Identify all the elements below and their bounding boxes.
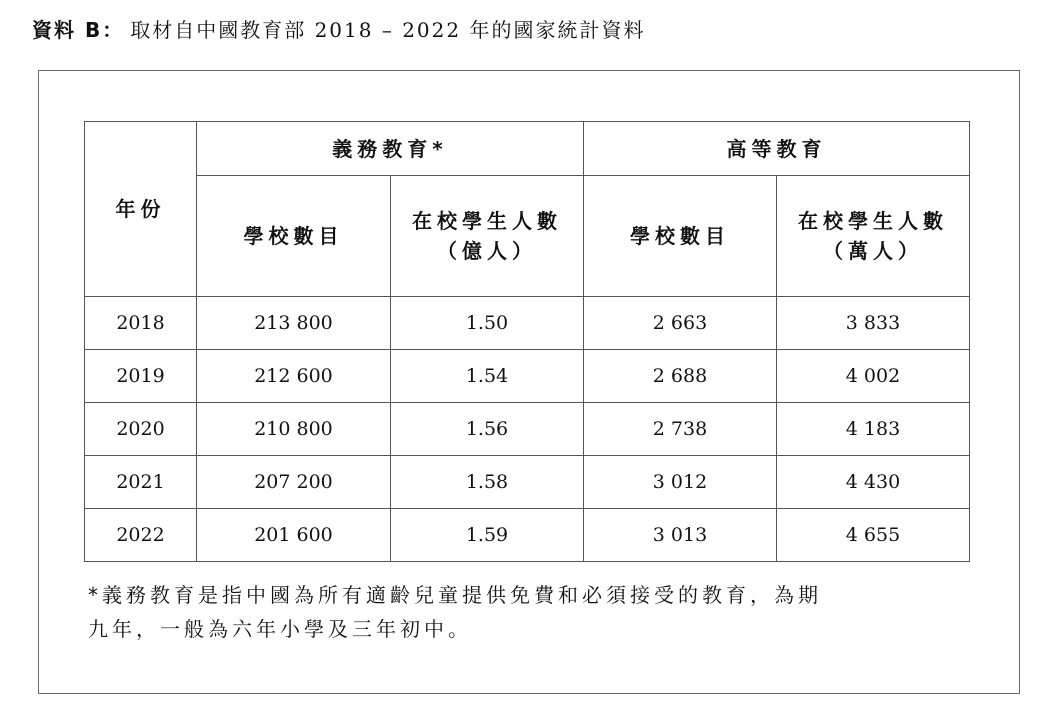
compulsory-schools-cell: 212 600 — [197, 350, 391, 403]
higher-schools-header: 學校數目 — [584, 176, 777, 297]
table-row — [85, 403, 970, 456]
compulsory-schools-cell: 210 800 — [197, 403, 391, 456]
compulsory-education-header: 義務教育* — [197, 122, 584, 176]
compulsory-schools-cell: 207 200 — [197, 456, 391, 509]
compulsory-schools-header: 學校數目 — [197, 176, 391, 297]
source-label: 資料 B： — [32, 18, 125, 42]
compulsory-students-cell: 1.59 — [391, 509, 584, 562]
compulsory-students-header: 在校學生人數 （億人） — [391, 176, 584, 297]
higher-education-header: 高等教育 — [584, 122, 970, 176]
footnote-line: *義務教育是指中國為所有適齡兒童提供免費和必須接受的教育，為期 — [88, 583, 822, 607]
source-text: 取材自中國教育部 2018 – 2022 年的國家統計資料 — [130, 18, 646, 42]
higher-schools-cell: 2 663 — [584, 297, 777, 350]
table-row — [85, 509, 970, 562]
higher-schools-cell: 3 012 — [584, 456, 777, 509]
compulsory-students-cell: 1.54 — [391, 350, 584, 403]
higher-students-cell: 4 002 — [777, 350, 970, 403]
year-cell: 2022 — [85, 509, 197, 562]
higher-students-cell: 3 833 — [777, 297, 970, 350]
higher-students-cell: 4 430 — [777, 456, 970, 509]
compulsory-students-cell: 1.56 — [391, 403, 584, 456]
year-cell: 2019 — [85, 350, 197, 403]
higher-students-cell: 4 183 — [777, 403, 970, 456]
higher-schools-cell: 2 688 — [584, 350, 777, 403]
year-cell: 2018 — [85, 297, 197, 350]
higher-students-header: 在校學生人數 （萬人） — [777, 176, 970, 297]
higher-schools-cell: 3 013 — [584, 509, 777, 562]
year-cell: 2021 — [85, 456, 197, 509]
year-cell: 2020 — [85, 403, 197, 456]
compulsory-schools-cell: 213 800 — [197, 297, 391, 350]
statistics-table — [84, 121, 970, 562]
table-row — [85, 456, 970, 509]
compulsory-students-cell: 1.58 — [391, 456, 584, 509]
compulsory-students-cell: 1.50 — [391, 297, 584, 350]
footnote-line: 九年，一般為六年小學及三年初中。 — [88, 617, 472, 641]
higher-students-cell: 4 655 — [777, 509, 970, 562]
table-row — [85, 297, 970, 350]
table-row — [85, 350, 970, 403]
footnote — [88, 578, 988, 646]
higher-schools-cell: 2 738 — [584, 403, 777, 456]
year-header: 年份 — [85, 122, 197, 297]
source-caption — [32, 14, 645, 43]
compulsory-schools-cell: 201 600 — [197, 509, 391, 562]
